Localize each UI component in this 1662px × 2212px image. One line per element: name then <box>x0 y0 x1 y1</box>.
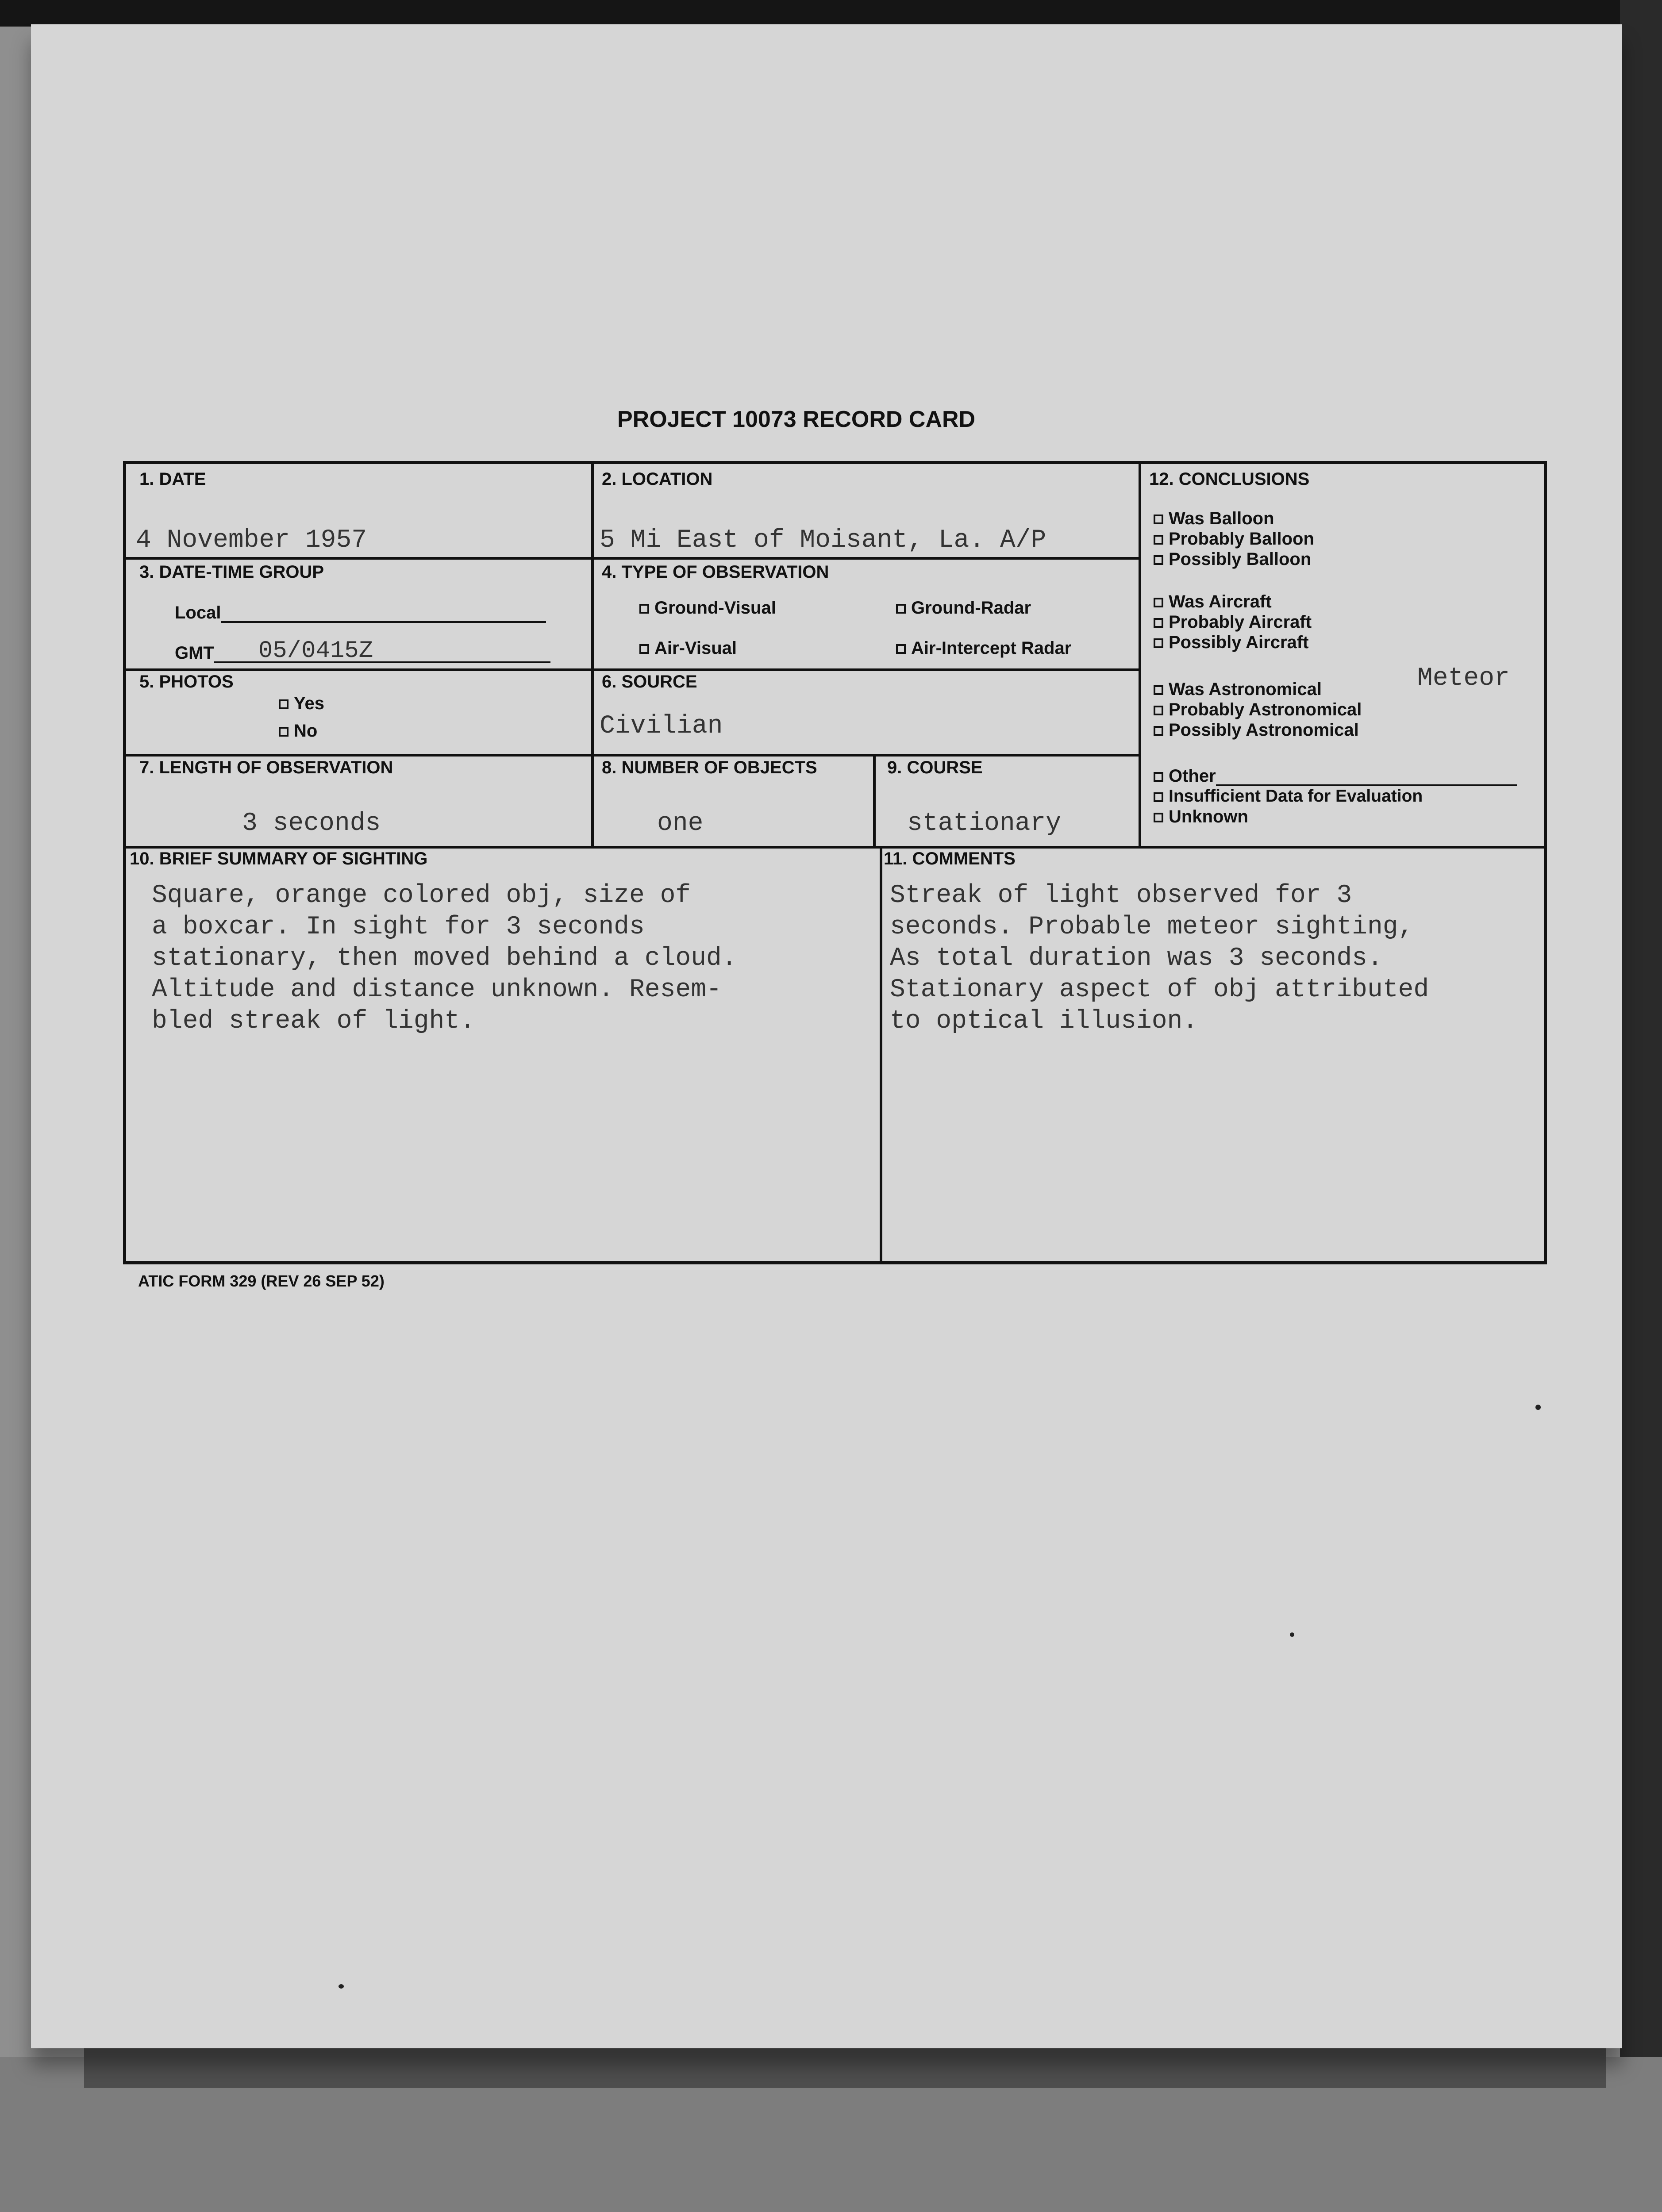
checkbox[interactable] <box>1154 685 1163 695</box>
scan-top-edge <box>0 0 1662 27</box>
divider <box>126 557 1139 560</box>
checkbox[interactable] <box>1154 598 1163 607</box>
local-field <box>221 621 546 623</box>
comments-text: Streak of light observed for 3 seconds. Probable meteor sighting, As total duration was 3 seconds. Stationary aspect of obj attributed to optical illusion. <box>890 881 1429 1036</box>
divider <box>126 668 1139 671</box>
conclusion-was-astronomical[interactable]: Was Astronomical <box>1154 679 1322 699</box>
checkbox[interactable] <box>896 604 906 614</box>
divider <box>126 754 1139 757</box>
date-value: 4 November 1957 <box>136 526 367 555</box>
conclusion-possibly-balloon[interactable]: Possibly Balloon <box>1154 549 1311 569</box>
scan-speck <box>1535 1405 1541 1410</box>
form-footer: ATIC FORM 329 (REV 26 SEP 52) <box>138 1272 385 1290</box>
conclusion-possibly-aircraft[interactable]: Possibly Aircraft <box>1154 632 1308 653</box>
option-ground-visual[interactable]: Ground-Visual <box>639 598 776 618</box>
gmt-time-row <box>175 637 550 664</box>
location-label: 2. LOCATION <box>602 469 713 489</box>
divider <box>126 846 1547 849</box>
location-value: 5 Mi East of Moisant, La. A/P <box>600 526 1046 555</box>
option-air-intercept-radar[interactable]: Air-Intercept Radar <box>896 638 1071 658</box>
record-card <box>123 461 1547 1264</box>
option-ground-radar[interactable]: Ground-Radar <box>896 598 1031 618</box>
scan-speck <box>339 1984 344 1989</box>
divider <box>591 464 594 846</box>
date-label: 1. DATE <box>139 469 206 489</box>
date-time-group-label: 3. DATE-TIME GROUP <box>139 562 324 582</box>
type-of-observation-label: 4. TYPE OF OBSERVATION <box>602 562 829 582</box>
conclusion-was-balloon[interactable]: Was Balloon <box>1154 508 1274 529</box>
summary-text: Square, orange colored obj, size of a boxcar. In sight for 3 seconds stationary, then moved behind a cloud. Altitude and distance unknown. Resem- bled streak of light. <box>152 881 737 1036</box>
conclusion-possibly-astronomical[interactable]: Possibly Astronomical <box>1154 720 1359 740</box>
conclusion-note-meteor: Meteor <box>1417 664 1510 693</box>
checkbox[interactable] <box>1154 706 1163 715</box>
divider <box>873 754 876 846</box>
length-of-observation-label: 7. LENGTH OF OBSERVATION <box>139 758 393 777</box>
option-air-visual[interactable]: Air-Visual <box>639 638 737 658</box>
gmt-label: GMT <box>175 643 214 663</box>
photos-label: 5. PHOTOS <box>139 672 234 691</box>
checkbox[interactable] <box>1154 638 1163 648</box>
course-value: stationary <box>907 809 1062 838</box>
checkbox[interactable] <box>279 727 289 737</box>
comments-label: 11. COMMENTS <box>884 849 1016 868</box>
gmt-field: 05/0415Z <box>214 641 550 663</box>
checkbox[interactable] <box>1154 555 1163 565</box>
conclusion-other[interactable]: Other <box>1154 766 1517 786</box>
checkbox[interactable] <box>279 699 289 709</box>
conclusion-insufficient-data[interactable]: Insufficient Data for Evaluation <box>1154 786 1423 806</box>
checkbox[interactable] <box>1154 618 1163 628</box>
conclusions-label: 12. CONCLUSIONS <box>1149 469 1310 489</box>
source-value: Civilian <box>600 712 723 741</box>
divider <box>1139 464 1141 846</box>
checkbox[interactable] <box>896 644 906 654</box>
length-of-observation-value: 3 seconds <box>242 809 381 838</box>
summary-label: 10. BRIEF SUMMARY OF SIGHTING <box>130 849 428 868</box>
checkbox[interactable] <box>1154 515 1163 524</box>
checkbox[interactable] <box>639 644 649 654</box>
option-photos-no[interactable]: No <box>279 721 317 741</box>
checkbox[interactable] <box>1154 726 1163 736</box>
conclusion-probably-balloon[interactable]: Probably Balloon <box>1154 529 1314 549</box>
conclusion-unknown[interactable]: Unknown <box>1154 806 1248 827</box>
checkbox[interactable] <box>1154 772 1163 782</box>
scan-right-edge <box>1620 0 1662 2057</box>
conclusion-was-aircraft[interactable]: Was Aircraft <box>1154 591 1272 612</box>
local-time-row <box>175 603 546 623</box>
checkbox[interactable] <box>1154 535 1163 545</box>
checkbox[interactable] <box>1154 792 1163 802</box>
course-label: 9. COURSE <box>887 758 983 777</box>
divider <box>880 846 882 1264</box>
conclusion-probably-aircraft[interactable]: Probably Aircraft <box>1154 612 1312 632</box>
scan-speck <box>1290 1632 1294 1637</box>
form-title: PROJECT 10073 RECORD CARD <box>617 407 976 432</box>
checkbox[interactable] <box>1154 813 1163 822</box>
conclusion-probably-astronomical[interactable]: Probably Astronomical <box>1154 699 1362 720</box>
number-of-objects-value: one <box>657 809 704 838</box>
underlying-sheet-edge <box>84 2048 1606 2088</box>
checkbox[interactable] <box>639 604 649 614</box>
local-label: Local <box>175 603 221 622</box>
option-photos-yes[interactable]: Yes <box>279 693 324 714</box>
number-of-objects-label: 8. NUMBER OF OBJECTS <box>602 758 817 777</box>
source-label: 6. SOURCE <box>602 672 697 691</box>
